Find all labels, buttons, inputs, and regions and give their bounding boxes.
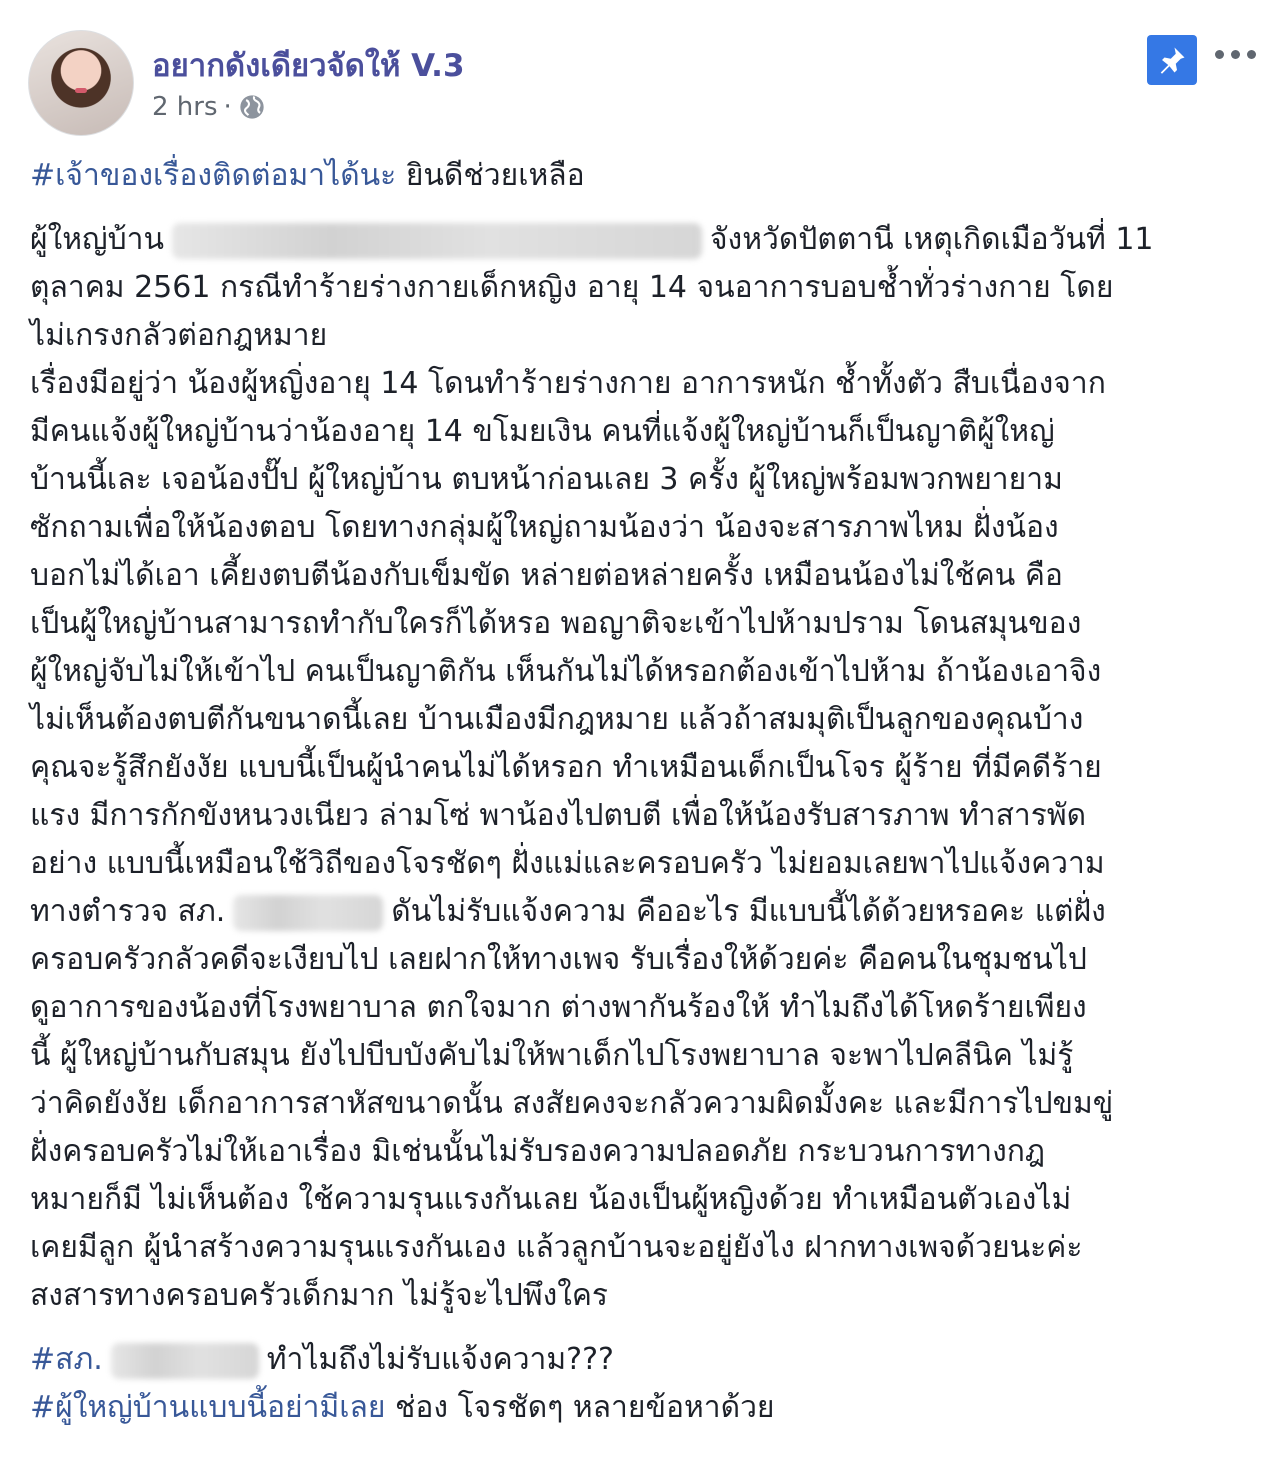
- body-text: ทางตำรวจ สภ.: [30, 894, 226, 929]
- author-name[interactable]: อยากดังเดียวจัดให้ V.3: [152, 48, 465, 84]
- body-footer-line: [30, 1384, 1255, 1432]
- body-text: ดันไม่รับแจ้งความ คืออะไร มีแบบนี้ได้ด้วยหรอคะ แต่ฝั่ง: [391, 894, 1106, 929]
- body-line: นี้ ผู้ใหญ่บ้านกับสมุน ยังไปบีบบังคับไม่ให้พาเด็กไปโรงพยาบาล จะพาไปคลีนิค ไม่รู้: [30, 1038, 1074, 1073]
- more-dot: [1247, 50, 1256, 59]
- more-icon[interactable]: [1215, 42, 1261, 66]
- body-line: ตุลาคม 2561 กรณีทำร้ายร่างกายเด็กหญิง อายุ 14 จนอาการบอบช้ำทั่วร่างกาย โดย: [30, 270, 1114, 305]
- body-line: มีคนแจ้งผู้ใหญ่บ้านว่าน้องอายุ 14 ขโมยเงิน คนที่แจ้งผู้ใหญ่บ้านก็เป็นญาติผู้ใหญ่: [30, 414, 1055, 449]
- body-text: ผู้ใหญ่บ้าน: [30, 222, 164, 257]
- author-avatar[interactable]: [28, 30, 134, 136]
- body-line: ว่าคิดยังงัย เด็กอาการสาหัสขนาดนั้น สงสัยคงจะกลัวความผิดมั้งคะ และมีการไปขมขู่: [30, 1086, 1114, 1121]
- body-line: บอกไม่ได้เอา เคี้ยงตบตีน้องกับเข็มขัด หล่ายต่อหล่ายครั้ง เหมือนน้องไม่ใช้คน คือ: [30, 558, 1063, 593]
- redacted-blur: [233, 895, 383, 931]
- body-footer-line: [30, 1336, 1255, 1384]
- body-line: เป็นผู้ใหญ่บ้านสามารถทำกับใครก็ได้หรอ พอญาติจะเข้าไปห้ามปราม โดนสมุนของ: [30, 606, 1082, 641]
- body-line: ฝั่งครอบครัวไม่ให้เอาเรื่อง มิเช่นนั้นไม่รับรองความปลอดภัย กระบวนการทางกฎ: [30, 1134, 1046, 1169]
- body-line: คุณจะรู้สึกยังงัย แบบนี้เป็นผู้นำคนไม่ได้หรอก ทำเหมือนเด็กเป็นโจร ผู้ร้าย ที่มีคดีร้าย: [30, 750, 1102, 785]
- body-line: ครอบครัวกลัวคดีจะเงียบไป เลยฝากให้ทางเพจ รับเรื่องให้ด้วยค่ะ คือคนในชุมชนไป: [30, 942, 1087, 977]
- globe-icon[interactable]: [238, 93, 266, 121]
- hashtag-link[interactable]: #ผู้ใหญ่บ้านแบบนี้อย่ามีเลย: [30, 1390, 386, 1425]
- body-line: [30, 888, 1255, 936]
- meta-separator: ·: [223, 92, 232, 122]
- body-text: ช่อง โจรชัดๆ หลายข้อหาด้วย: [385, 1390, 775, 1425]
- post-meta: [152, 92, 266, 122]
- body-line: ดูอาการของน้องที่โรงพยาบาล ตกใจมาก ต่างพากันร้องให้ ทำไมถึงได้โหดร้ายเพียง: [30, 990, 1087, 1025]
- more-dot: [1231, 50, 1240, 59]
- body-line: เคยมีลูก ผู้นำสร้างความรุนแรงกันเอง แล้วลูกบ้านจะอยู่ยังไง ฝากทางเพจด้วยนะค่ะ: [30, 1230, 1083, 1265]
- body-line: ผู้ใหญ่จับไม่ให้เข้าไป คนเป็นญาติกัน เห็นกันไม่ได้หรอกต้องเข้าไปห้าม ถ้าน้องเอาจิง: [30, 654, 1102, 689]
- body-line: อย่าง แบบนี้เหมือนใช้วิถีของโจรชัดๆ ฝั่งแม่และครอบครัว ไม่ยอมเลยพาไปแจ้งความ: [30, 846, 1105, 881]
- post-time[interactable]: 2 hrs: [152, 92, 218, 122]
- pin-icon[interactable]: [1147, 35, 1197, 85]
- body-line: แรง มีการกักขังหนวงเนียว ล่ามโซ่ พาน้องไปตบตี เพื่อให้น้องรับสารภาพ ทำสารพัด: [30, 798, 1087, 833]
- body-line: [30, 216, 1255, 264]
- body-line: บ้านนี้เละ เจอน้องปั๊ป ผู้ใหญ่บ้าน ตบหน้าก่อนเลย 3 ครั้ง ผู้ใหญ่พร้อมพวกพยายาม: [30, 462, 1063, 497]
- more-dot: [1215, 50, 1224, 59]
- body-line: ไม่เห็นต้องตบตีกันขนาดนี้เลย บ้านเมืองมีกฎหมาย แล้วถ้าสมมุติเป็นลูกของคุณบ้าง: [30, 702, 1084, 737]
- body-text: จังหวัดปัตตานี เหตุเกิดเมือวันที่ 11: [709, 222, 1154, 257]
- redacted-blur: [172, 223, 702, 259]
- body-text: ทำไมถึงไม่รับแจ้งความ???: [266, 1342, 614, 1377]
- body-header-line: [30, 152, 1255, 200]
- post-body: [30, 152, 1255, 1432]
- avatar-detail: [75, 88, 87, 93]
- redacted-blur: [111, 1343, 259, 1379]
- body-line: ไม่เกรงกลัวต่อกฎหมาย: [30, 318, 328, 353]
- body-line: เรื่องมีอยู่ว่า น้องผู้หญิ่งอายุ 14 โดนทำร้ายร่างกาย อาการหนัก ช้ำทั้งตัว สืบเนื่องจาก: [30, 366, 1106, 401]
- post-header: [0, 0, 1280, 150]
- body-line: ซักถามเพื่อให้น้องตอบ โดยทางกลุ่มผู้ใหญ่ถามน้องว่า น้องจะสารภาพไหม ฝั่งน้อง: [30, 510, 1059, 545]
- body-line: สงสารทางครอบครัวเด็กมาก ไม่รู้จะไปพึงใคร: [30, 1278, 609, 1313]
- body-text: ยินดีช่วยเหลือ: [396, 158, 585, 193]
- body-line: หมายก็มี ไม่เห็นต้อง ใช้ความรุนแรงกันเลย น้องเป็นผู้หญิงด้วย ทำเหมือนตัวเองไม่: [30, 1182, 1072, 1217]
- hashtag-link[interactable]: #เจ้าของเรื่องติดต่อมาได้นะ: [30, 158, 397, 193]
- hashtag-link[interactable]: #สภ.: [30, 1342, 103, 1377]
